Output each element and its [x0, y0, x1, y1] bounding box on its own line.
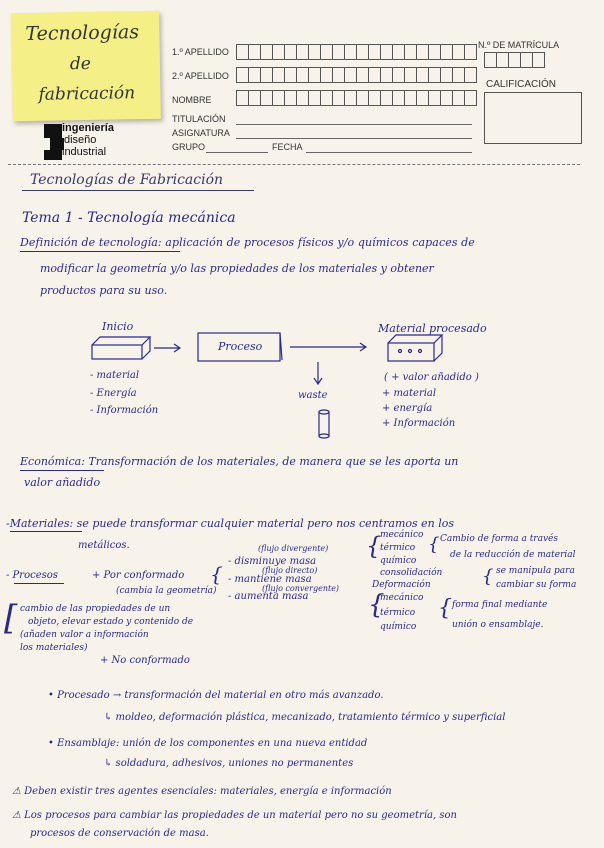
def-line-3: productos para su uso. [40, 284, 168, 297]
brace-4: { [482, 566, 494, 587]
asignatura-label: ASIGNATURA [172, 128, 230, 138]
mantiene-masa: - mantiene masa [228, 574, 312, 585]
tema-heading: Tema 1 - Tecnología mecánica [22, 210, 236, 226]
fecha-label: FECHA [272, 142, 303, 152]
proceso-label: Proceso [218, 340, 263, 353]
cambio-forma-1: Cambio de forma a través [440, 534, 559, 544]
cambio-forma-2: de la reducción de material [450, 550, 576, 560]
apellido1-label: 1.º APELLIDO [172, 47, 229, 57]
sticky-line-1: Tecnologías [25, 21, 140, 46]
def-line-2: modificar la geometría y/o las propiedades de los materiales y obtener [40, 262, 434, 275]
disminuye-masa: - disminuye masa [228, 556, 317, 567]
cambio-prop-2: objeto, elevar estado y contenido de [28, 617, 194, 627]
waste-label: waste [298, 390, 328, 401]
inicio-label: Inicio [102, 320, 134, 333]
economica-line-2: valor añadido [24, 476, 101, 489]
ensamblaje-line: • Ensamblaje: unión de los componentes en una nueva entidad [48, 738, 368, 749]
brace-6: { [438, 596, 452, 621]
cambio-prop-3: (añaden valor a información [20, 630, 149, 640]
grupo-label: GRUPO [172, 142, 206, 152]
procesos-label: - Procesos [6, 570, 58, 581]
warning-1: ⚠ Deben existir tres agentes esenciales: materiales, energía e información [12, 786, 392, 797]
notes-title: Tecnologías de Fabricación [30, 172, 224, 188]
calificacion-label: CALIFICACIÓN [486, 79, 557, 90]
mecanico-2: mecánico [380, 593, 424, 603]
materiales-line-2: metálicos. [78, 540, 130, 551]
forma-final: forma final mediante [452, 600, 548, 610]
output-material: + material [382, 388, 437, 399]
brace-3: { [428, 534, 440, 555]
cambio-prop-4: los materiales) [20, 643, 88, 653]
output-valor: ( + valor añadido ) [384, 372, 479, 383]
logo-line-2: diseño [64, 134, 97, 146]
economica-underline [20, 470, 104, 471]
material-procesado-label: Material procesado [378, 322, 487, 335]
bracket-left: [ [4, 598, 18, 638]
logo-line-1: ingeniería [62, 122, 114, 134]
output-energia: + energía [382, 403, 433, 414]
sticky-line-3: fabricación [38, 83, 136, 105]
union-ensamblaje: unión o ensamblaje. [452, 620, 544, 630]
mecanico-1: mecánico [380, 530, 424, 540]
por-conformado: + Por conformado [92, 570, 185, 581]
apellido2-label: 2.º APELLIDO [172, 71, 229, 81]
materiales-underline [10, 531, 82, 532]
quimico-2: químico [380, 622, 417, 632]
brace-5: { [368, 590, 385, 620]
input-informacion: - Información [90, 405, 159, 416]
flujo-directo: (flujo directo) [262, 566, 318, 575]
no-conformado: + No conformado [100, 655, 190, 666]
aumenta-masa: - aumenta masa [228, 591, 309, 602]
flujo-convergente: (flujo convergente) [262, 584, 340, 593]
cambia-geometria: (cambia la geometría) [116, 586, 217, 596]
procesado-line: • Procesado → transformación del material en otro más avanzado. [48, 690, 384, 701]
input-material: - material [90, 370, 140, 381]
def-line-1: Definición de tecnología: aplicación de procesos físicos y/o químicos capaces de [20, 236, 475, 249]
procesos-underline [14, 583, 64, 584]
cambio-prop-1: cambio de las propiedades de un [20, 604, 171, 614]
warning-2: ⚠ Los procesos para cambiar las propiedades de un material pero no su geometría, son [12, 810, 457, 821]
economica-line-1: Económica: Transformación de los materiales, de manera que se les aporta un [20, 455, 459, 468]
warning-3: procesos de conservación de masa. [30, 828, 209, 839]
sticky-line-2: de [69, 53, 92, 75]
input-energia: - Energía [90, 388, 137, 399]
nombre-label: NOMBRE [172, 95, 212, 105]
manipula-2: cambiar su forma [496, 580, 577, 590]
manipula-1: se manipula para [496, 566, 575, 576]
output-informacion: + Información [382, 418, 456, 429]
titulacion-label: TITULACIÓN [172, 114, 226, 124]
deformacion: Deformación [372, 580, 431, 590]
termico-1: térmico [380, 543, 416, 553]
brace-1: { [210, 562, 223, 586]
ensamblaje-sub: ↳ soldadura, adhesivos, uniones no permanentes [104, 758, 354, 769]
materiales-line-1: -Materiales: se puede transformar cualquier material pero nos centramos en los [6, 517, 455, 530]
termico-2: térmico [380, 608, 416, 618]
procesado-sub: ↳ moldeo, deformación plástica, mecanizado, tratamiento térmico y superficial [104, 712, 506, 723]
brace-2: { [366, 532, 382, 560]
quimico-1: químico [380, 556, 417, 566]
consolidacion: consolidación [380, 568, 443, 578]
logo-line-3: industrial [62, 146, 107, 158]
flujo-divergente: (flujo divergente) [258, 544, 329, 553]
matricula-label: N.º DE MATRÍCULA [478, 40, 560, 50]
